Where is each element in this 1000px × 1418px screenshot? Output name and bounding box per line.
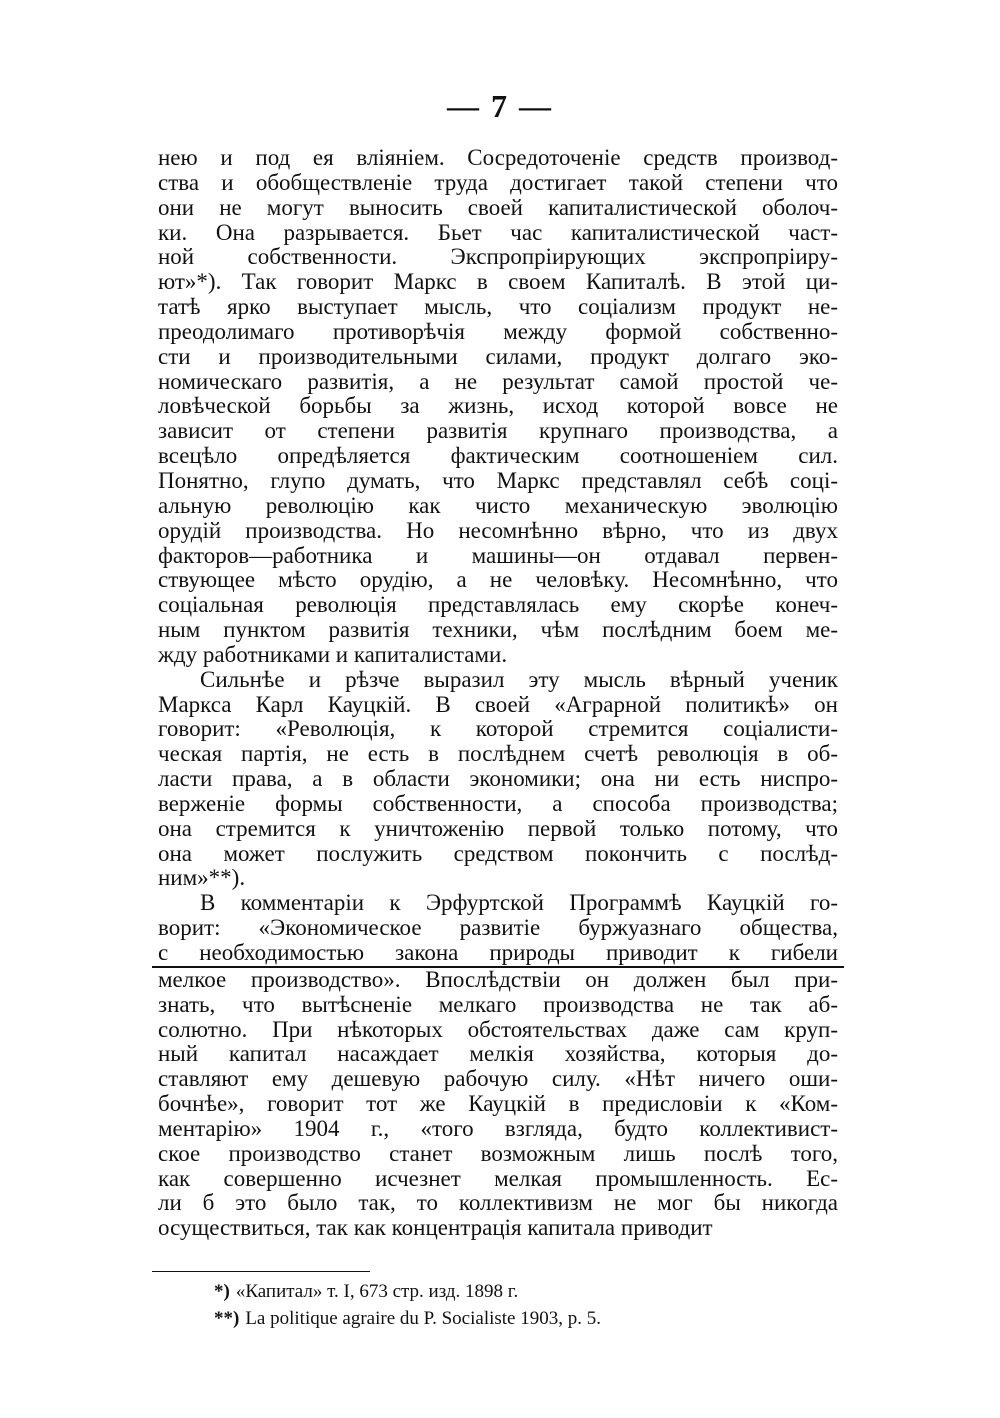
text-line: нею и под ея вліяніем. Сосредоточеніе средств производ- (158, 145, 838, 170)
text-line: как совершенно исчезнет мелкая промышленность. Ес- (158, 1165, 838, 1191)
footnote-text: «Капитал» т. I, 673 стр. изд. 1898 г. (235, 1281, 519, 1302)
text-line: ют»*). Так говорит Маркс в своем Капиталѣ. В этой ци- (158, 269, 838, 295)
paragraph (158, 668, 838, 892)
page-number: — 7 — (447, 88, 553, 124)
text-line: ловѣческой борьбы за жизнь, исход которой вовсе не (158, 393, 838, 419)
text-line: она может послужить средством покончить с послѣд- (158, 840, 838, 866)
text-line: зависит от степени развитія крупнаго производства, а (158, 418, 838, 444)
text-line: ское производство станет возможным лишь послѣ того, (158, 1140, 838, 1166)
text-line: Маркса Карл Кауцкій. В своей «Аграрной политикѣ» он (158, 691, 838, 717)
text-line: номическаго развитія, а не результат самой простой че- (158, 368, 838, 394)
text-line: верженіе формы собственности, а способа производства; (158, 790, 838, 816)
text-line: с необходимостью закона природы приводит к гибели (158, 940, 838, 965)
text-line: ли б это было так, то коллективизм не мог бы никогда (158, 1190, 838, 1216)
text-line: ним»**). (158, 865, 246, 891)
text-line: факторов—работника и машины—он отдавал первен- (158, 542, 838, 568)
text-line: сти и производительными силами, продукт долгаго эко- (158, 343, 838, 369)
text-line: ной собственности. Экспропріирующих экспропріиру- (158, 244, 838, 270)
text-line: ным пунктом развитія техники, чѣм послѣдним боем ме- (158, 617, 838, 643)
text-line: ный капитал насаждает мелкія хозяйства, которыя до- (158, 1041, 838, 1067)
text-line: татѣ ярко выступает мысль, что соціализм продукт не- (158, 294, 838, 320)
footnote-text: La politique agraire du P. Socialiste 1903, p. 5. (245, 1308, 601, 1329)
text-line: они не могут выносить своей капиталистической оболоч- (158, 194, 838, 220)
text-line: осуществиться, так как концентрація капитала приводит (158, 1215, 713, 1241)
text-line: Понятно, глупо думать, что Маркс представлял себѣ соці- (158, 467, 838, 493)
text-line: всецѣло опредѣляется фактическим соотношеніем сил. (158, 443, 838, 469)
text-line: В комментаріи к Эрфуртской Программѣ Кауцкій го- (200, 890, 838, 916)
text-line: говорит: «Революція, к которой стремится соціалисти- (158, 716, 838, 742)
text-line: солютно. При нѣкоторых обстоятельствах даже сам круп- (158, 1016, 838, 1042)
text-line: мелкое производство». Впослѣдствіи он должен был при- (158, 966, 838, 992)
text-line: альную революцію как чисто механическую эволюцію (158, 492, 838, 518)
text-line: бочнѣе», говорит тот же Кауцкій в предисловіи к «Ком- (158, 1091, 838, 1117)
footnote-divider (152, 1271, 370, 1272)
text-line: преодолимаго противорѣчія между формой собственно- (158, 318, 838, 344)
footnotes (214, 1278, 834, 1332)
text-line: ласти права, а в области экономики; она ни есть ниспро- (158, 766, 838, 792)
paragraph (158, 891, 838, 1241)
text-line: знать, что вытѣсненіе мелкаго производства не так аб- (158, 991, 838, 1017)
text-line: она стремится к уничтоженію первой только потому, что (158, 815, 838, 841)
text-line: ства и обобществленіе труда достигает такой степени что (158, 169, 838, 195)
text-line: ворит: «Экономическое развитіе буржуазнаго общества, (158, 915, 838, 941)
text-line: орудій производства. Но несомнѣнно вѣрно, что из двух (158, 517, 838, 543)
paragraph (158, 146, 838, 668)
footnote-mark: *) (214, 1281, 230, 1302)
text-line: Сильнѣе и рѣзче выразил эту мысль вѣрный ученик (200, 666, 838, 692)
text-line: ствующее мѣсто орудію, а не человѣку. Несомнѣнно, что (158, 567, 838, 593)
text-line: ментарію» 1904 г., «того взгляда, будто коллективист- (158, 1115, 838, 1141)
text-line: ставляют ему дешевую рабочую силу. «Нѣт ничего оши- (158, 1066, 838, 1092)
footnote (214, 1305, 834, 1332)
body-text (158, 146, 838, 1241)
footnote-mark: **) (214, 1308, 240, 1329)
text-line: соціальная революція представлялась ему скорѣе конеч- (158, 592, 838, 618)
text-line: жду работниками и капиталистами. (158, 641, 508, 667)
text-line: ки. Она разрывается. Бьет час капиталистической част- (158, 219, 838, 245)
text-line: ческая партія, не есть в послѣднем счетѣ революція в об- (158, 741, 838, 767)
footnote (214, 1278, 834, 1305)
